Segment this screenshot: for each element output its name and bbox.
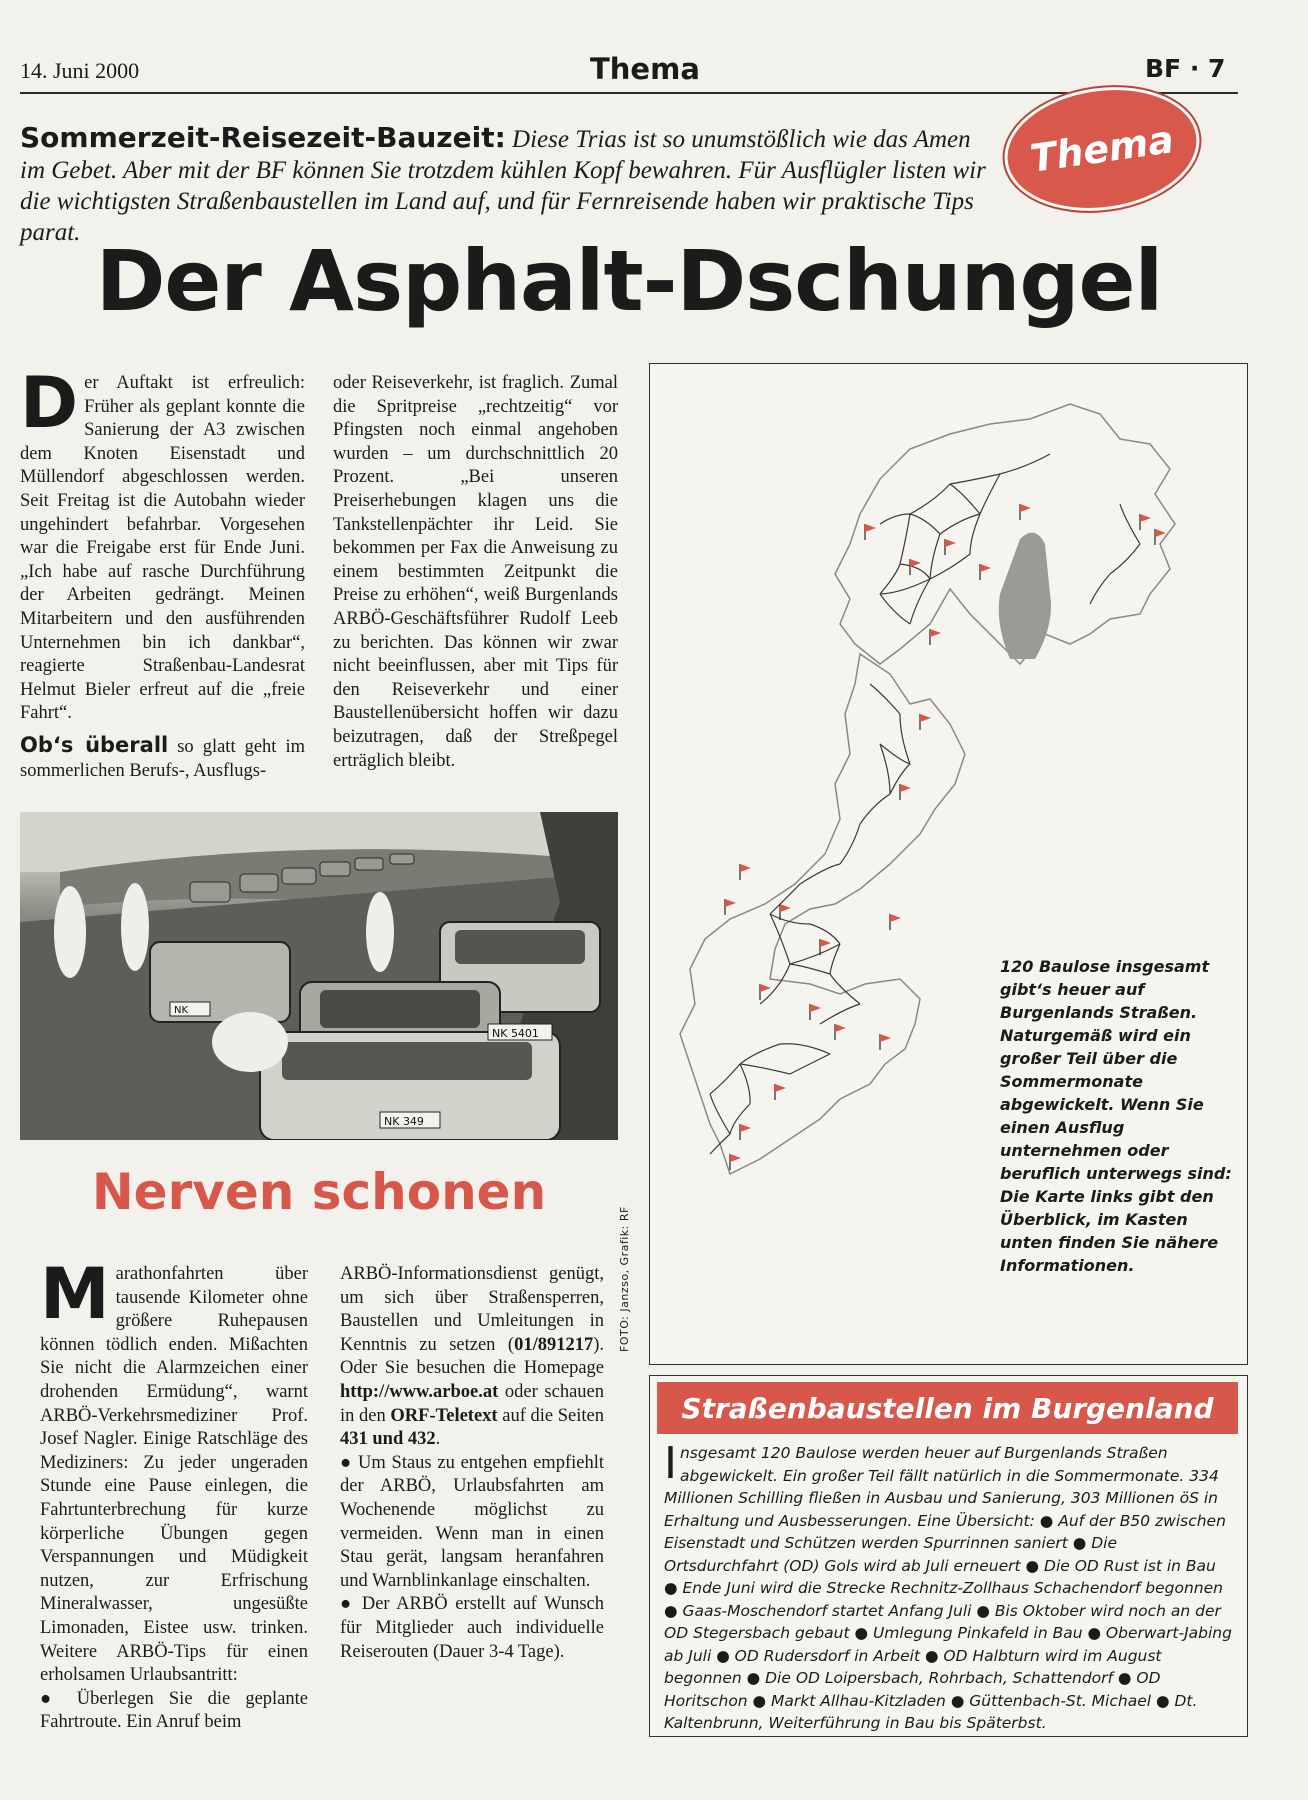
bullet-icon: ● <box>1151 1691 1175 1710</box>
homepage-link[interactable]: http://www.arboe.at <box>340 1381 499 1402</box>
bullet-icon: ● <box>1039 1511 1059 1530</box>
thema-badge: Thema <box>996 75 1207 223</box>
construction-flag-icon <box>930 629 941 645</box>
construction-flag-icon <box>1020 504 1031 520</box>
s2-text-b: ). Oder Sie besuchen die Homepage <box>340 1334 604 1379</box>
construction-flag-icon <box>980 564 991 580</box>
road-segment <box>900 564 930 579</box>
road-segment <box>760 964 790 1004</box>
construction-flag-icon <box>775 1084 786 1100</box>
s2-text-d: auf die Seiten <box>497 1405 604 1426</box>
s2-text-e: . <box>435 1429 441 1450</box>
road-segment <box>870 684 900 714</box>
road-segment <box>1110 544 1140 574</box>
road-segment <box>910 514 940 534</box>
road-segment <box>950 474 1000 484</box>
road-segment <box>790 1054 830 1074</box>
article-column-2 <box>333 372 618 773</box>
map-caption: 120 Baulose insgesamt gibt‘s heuer auf Burgenlands Straßen. Naturgemäß wird ein großer Teil über die Sommermonate abgewickelt. Wenn Sie einen Ausflug unternehmen oder beruflich unterwegs sind: Die Karte links gibt den Überblick, im Kasten unten finden Sie nähere Informationen. <box>1000 957 1232 1275</box>
box-intro: nsgesamt 120 Baulose werden heuer auf Burgenlands Straßen abgewickelt. Ein großer Teil fällt natürlich in die Sommermonate. 334 Millionen Schilling fließen in Ausbau und Sanierung, 303 Millionen öS in Erhaltung und Ausbesserungen. Eine Übersicht: <box>664 1444 1219 1530</box>
construction-flag-icon <box>945 539 956 555</box>
road-segment <box>910 484 950 514</box>
section-headline: Nerven schonen <box>91 1163 547 1221</box>
section2-bullet-3: ● Der ARBÖ erstellt auf Wunsch für Mitglieder auch individuelle Reiserouten (Dauer 3-4 Tage). <box>340 1594 604 1662</box>
road-segment <box>740 1044 780 1064</box>
section2-bullet-1: ● Überlegen Sie die geplante Fahrtroute. Ein Anruf beim <box>40 1688 308 1733</box>
construction-flag-icon <box>920 714 931 730</box>
map-south-outline <box>680 654 965 1174</box>
bullet-icon: ● <box>971 1601 995 1620</box>
construction-site-item: OD Halbturn wird im August begonnen <box>664 1646 1162 1687</box>
header-rule <box>20 92 1238 94</box>
construction-site-item: Die OD Loipersbach, Rohrbach, Schattendorf <box>765 1669 1113 1687</box>
bullet-icon: ● <box>849 1624 873 1642</box>
bullet-icon: ● <box>920 1646 944 1665</box>
license-plate-2: NK 349 <box>384 1115 424 1128</box>
teletext-label: ORF-Teletext <box>390 1405 498 1426</box>
neusiedler-see-lake <box>999 533 1051 659</box>
phone-number: 01/891217 <box>514 1334 594 1355</box>
license-plate-3: NK <box>174 1005 189 1016</box>
road-segment <box>880 594 910 624</box>
road-segment <box>930 534 940 579</box>
page-number: BF · 7 <box>1145 54 1226 83</box>
construction-site-item: Gaas-Moschendorf startet Anfang Juli <box>682 1601 972 1620</box>
intro-text <box>20 122 1000 248</box>
road-segment <box>830 974 860 1004</box>
bullet-icon: ● <box>664 1601 683 1620</box>
construction-flag-icon <box>865 524 876 540</box>
construction-flag-icon <box>880 1034 891 1050</box>
road-segment <box>1000 454 1050 474</box>
traffic-jam-photo <box>20 812 618 1140</box>
intro-body: Diese Trias ist so unumstößlich wie das Amen im Gebet. Aber mit der BF können Sie trotzdem kühlen Kopf bewahren. Für Ausflügler listen wir die wichtigsten Straßenbaustellen im Land auf, und für Fernreisende haben wir praktische Tips parat. <box>20 126 986 246</box>
bullet-icon: ● <box>1113 1669 1137 1687</box>
section2-paragraph: arathonfahrten über tausende Kilometer ohne größere Ruhepausen können tödlich enden. Mißachten Sie nicht die Alarmzeichen einer drohenden Ermüdung“, warnt ARBÖ-Verkehrsmediziner Prof. Josef Nagler. Einige Ratschläge des Mediziners: Zu jeder ungeraden Stunde eine Pause einlegen, die Fahrtunterbrechung für kurze körperliche Übungen gegen Verspannungen und Müdigkeit nutzen, zur Erfrischung Mineralwasser, ungesüßte Limonaden, Eistee usw. trinken. Weitere ARBÖ-Tips für einen erholsamen Urlaubsantritt: <box>40 1264 308 1686</box>
road-segment <box>900 714 910 764</box>
article-column-1 <box>20 362 305 783</box>
road-segment <box>980 474 1000 514</box>
road-segment <box>900 514 910 564</box>
bullet-icon: ● <box>741 1669 766 1687</box>
bullet-icon: ● <box>1067 1534 1092 1552</box>
road-segment <box>820 1004 860 1024</box>
construction-site-item: Oberwart-Jabing ab Juli <box>664 1624 1232 1665</box>
teletext-pages: 431 und 432 <box>340 1429 436 1450</box>
construction-flag-icon <box>890 914 901 930</box>
bullet-icon: ● <box>1082 1624 1106 1642</box>
road-segment <box>880 564 900 594</box>
construction-flag-icon <box>740 864 751 880</box>
section2-bullet-2: ● Um Staus zu entgehen empfiehlt der ARBÖ, Urlaubsfahrten am Wochenende möglichst zu vermeiden. Wenn man in einen Stau gerät, langsam heranfahren und Warnblinkanlage einschalten. <box>340 1452 604 1591</box>
construction-site-item: Dt. Kaltenbrunn, Weiterführung in Bau bis Späterbst. <box>664 1691 1198 1732</box>
bullet-icon: ● <box>711 1646 735 1665</box>
road-segment <box>710 1134 730 1154</box>
bullet-icon: ● <box>945 1691 970 1710</box>
article-paragraph-3: oder Reiseverkehr, ist fraglich. Zumal die Spritpreise „rechtzeitig“ vor Pfingsten noch einmal angehoben wurden – um durchschnittlich 20 Prozent. „Bei unseren Preiserhebungen klagen uns die Tankstellenpächter ihr Leid. Sie bekommen per Fax die Anweisung zu einem bestimmten Zeitpunkt die Preise zu erhöhen“, weiß Burgenlands ARBÖ-Geschäftsführer Rudolf Leeb zu berichten. Das können wir zwar nicht beeinflussen, aber mit Tips für den Reiseverkehr und einer Baustellenübersicht hoffen wir dazu beizutragen, daß der Streßpegel erträglich bleibt. <box>333 373 618 771</box>
section2-column-2 <box>340 1263 604 1664</box>
construction-flag-icon <box>740 1124 751 1140</box>
construction-flag-icon <box>900 784 911 800</box>
road-segment <box>880 744 910 764</box>
construction-flag-icon <box>810 1004 821 1020</box>
section2-bullet-2-text: Um Staus zu entgehen empfiehlt der ARBÖ, Urlaubsfahrten am Wochenende möglichst zu vermeiden. Wenn man in einen Stau gerät, langsam heranfahren und Warnblinkanlage einschalten. <box>340 1452 604 1591</box>
construction-site-item: OD Horitschon <box>664 1669 1161 1710</box>
photo-credit: FOTO: Janzso, Grafik: RF <box>618 1206 631 1352</box>
article-subhead: Ob‘s überall <box>20 732 169 757</box>
issue-date: 14. Juni 2000 <box>20 58 140 83</box>
box-items <box>664 1512 1232 1733</box>
box-title: Straßenbaustellen im Burgenland <box>657 1382 1238 1434</box>
construction-site-item: Umlegung Pinkafeld in Bau <box>872 1624 1083 1642</box>
dropcap-2: M <box>40 1253 110 1335</box>
license-plate-1: NK 5401 <box>492 1027 539 1040</box>
bullet-icon: ● <box>1020 1556 1045 1575</box>
s2-text-a: ARBÖ-Informationsdienst genügt, um sich über Straßensperren, Baustellen und Umleitungen in Kenntnis zu setzen ( <box>340 1264 604 1355</box>
construction-site-item: Güttenbach-St. Michael <box>969 1691 1152 1710</box>
road-segment <box>950 484 980 514</box>
section2-bullet-3-text: Der ARBÖ erstellt auf Wunsch für Mitglieder auch individuelle Reiserouten (Dauer 3-4 Tage). <box>340 1594 604 1662</box>
road-segment <box>860 794 890 824</box>
construction-site-item: Die OD Rust ist in Bau <box>1044 1556 1216 1575</box>
construction-site-item: OD Rudersdorf in Arbeit <box>734 1646 921 1665</box>
article-paragraph-2-text: so glatt geht im sommerlichen Berufs-, Ausflugs- <box>20 736 305 781</box>
construction-site-item: Ende Juni wird die Strecke Rechnitz-Zollhaus Schachendorf begonnen <box>682 1579 1223 1597</box>
road-segment <box>740 1064 790 1074</box>
road-segment <box>930 554 970 579</box>
road-segment <box>1090 574 1110 604</box>
construction-site-item: Markt Allhau-Kitzladen <box>771 1691 946 1710</box>
page-headline: Der Asphalt-Dschungel <box>95 232 1163 330</box>
article-paragraph-2 <box>20 734 305 783</box>
construction-site-item: Die Ortsdurchfahrt (OD) Gols wird ab Juli erneuert <box>664 1534 1118 1575</box>
section-rubric: Thema <box>590 52 700 86</box>
road-segment <box>840 824 860 864</box>
construction-flag-icon <box>730 1154 741 1170</box>
section2-bullet-1-text: Überlegen Sie die geplante Fahrtroute. Ein Anruf beim <box>40 1688 308 1733</box>
construction-flag-icon <box>1140 514 1151 530</box>
road-segment <box>790 944 840 964</box>
construction-site-item: Bis Oktober wird noch an der OD Stegersbach gebaut <box>664 1601 1221 1642</box>
intro-kicker: Sommerzeit-Reisezeit-Bauzeit: <box>20 121 506 154</box>
construction-flag-icon <box>780 904 791 920</box>
road-segment <box>1120 504 1140 544</box>
road-segment <box>970 514 980 554</box>
section2-paragraph-2 <box>340 1263 604 1452</box>
dropcap: D <box>20 362 79 444</box>
box-dropcap: I <box>664 1438 677 1489</box>
construction-flag-icon <box>760 984 771 1000</box>
construction-site-item: Auf der B50 zwischen Eisenstadt und Schützen werden Spurrinnen saniert <box>664 1511 1226 1552</box>
section2-column-1 <box>40 1253 308 1735</box>
road-segment <box>710 1064 740 1094</box>
road-segment <box>880 514 910 524</box>
road-segment <box>770 914 810 924</box>
road-segment <box>710 1094 730 1134</box>
bullet-icon: ● <box>664 1579 683 1597</box>
box-text <box>664 1438 1234 1735</box>
road-segment <box>740 1064 750 1104</box>
road-segment <box>790 964 830 974</box>
construction-flag-icon <box>725 899 736 915</box>
bullet-icon: ● <box>747 1691 772 1710</box>
construction-flag-icon <box>835 1024 846 1040</box>
s2-text-c: oder schauen in den <box>340 1381 604 1426</box>
road-segment <box>780 1044 830 1054</box>
article-paragraph: er Auftakt ist erfreulich: Früher als geplant konnte die Sanierung der A3 zwischen dem Knoten Eisenstadt und Müllendorf abgeschlossen werden. Seit Freitag ist die Autobahn wieder ungehindert befahrbar. Vorgesehen war die Freigabe erst für Ende Juni. „Ich habe auf rasche Durchführung der Arbeiten gedrängt. Meinen Mitarbeitern und den ausführenden Unternehmen bin ich dankbar“, reagierte Straßenbau-Landesrat Helmut Bieler erfreut auf die „freie Fahrt“. <box>20 373 305 724</box>
